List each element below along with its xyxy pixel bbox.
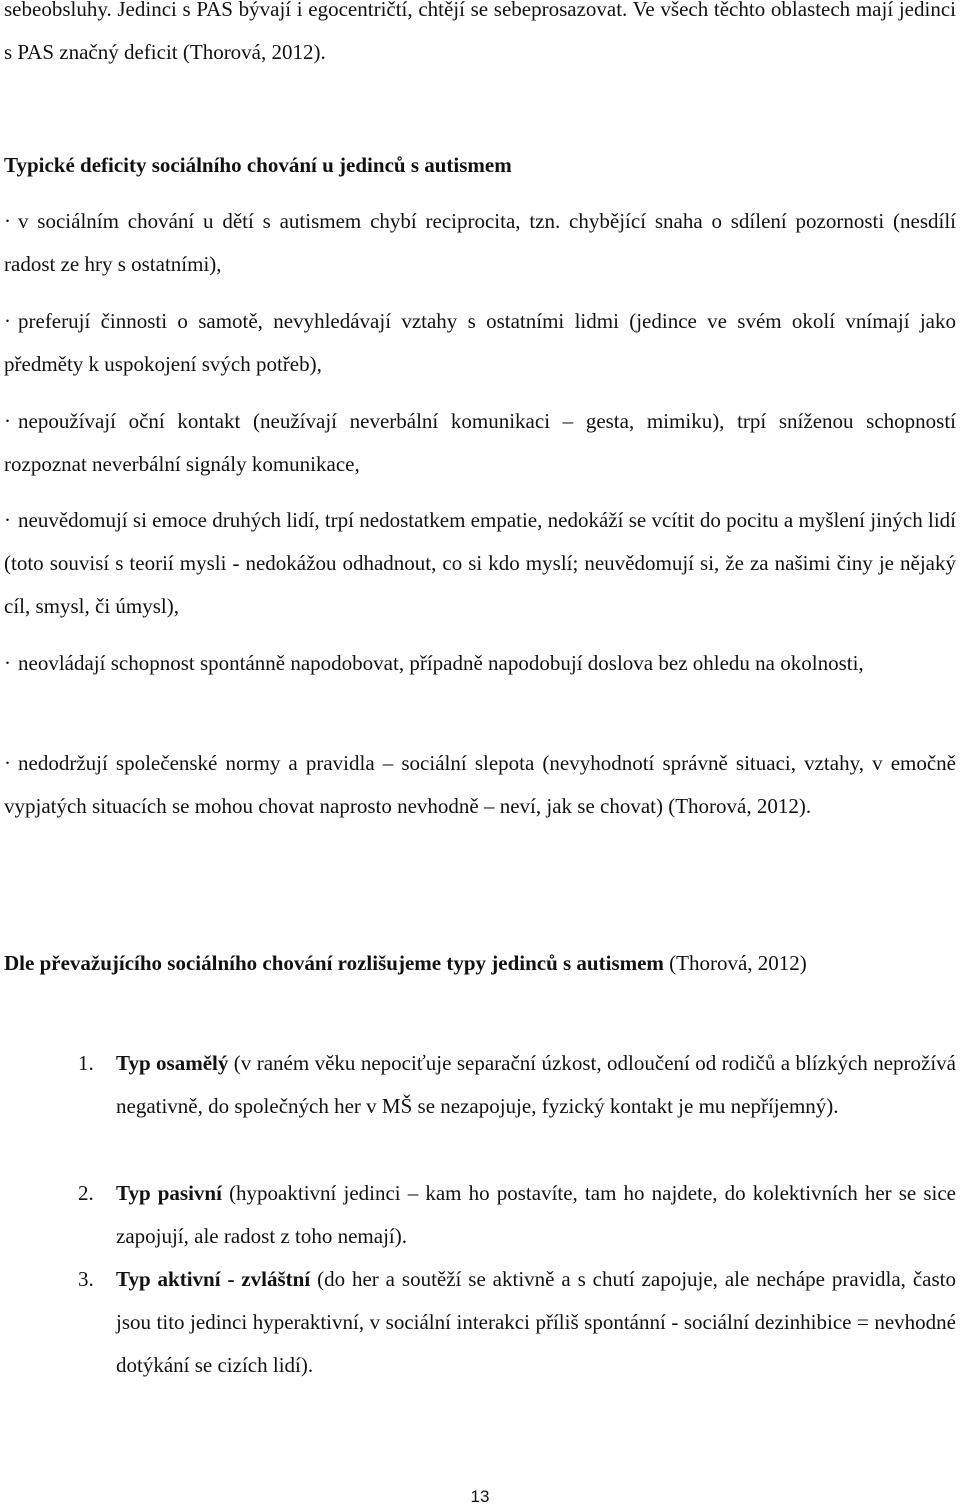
list-number: 3. [78,1267,94,1291]
section-heading-deficits: Typické deficity sociálního chování u jedinců s autismem [4,153,512,177]
section-heading-types-citation: (Thorová, 2012) [663,951,807,975]
type-list-item [78,1258,956,1387]
bullet-marker: · [4,508,11,532]
type-list-item [78,1172,957,1258]
bullet-text: nepoužívají oční kontakt (neužívají neverbální komunikaci – gesta, mimiku), trpí sníženou schopností rozpoznat neverbální signály komunikace, [4,409,956,476]
intro-paragraph: sebeobsluhy. Jedinci s PAS bývají i egocentričtí, chtějí se sebeprosazovat. Ve všech těchto oblastech mají jedinci s PAS značný deficit (Thorová, 2012). [4,0,956,64]
bullet-text: neovládají schopnost spontánně napodobovat, případně napodobují doslova bez ohledu na okolnosti, [18,651,864,675]
bullet-marker: · [4,209,11,233]
type-description: (do her a soutěží se aktivně a s chutí zapojuje, ale nechápe pravidla, často jsou tito jedinci hyperaktivní, v sociální interakci příliš spontánní - sociální dezinhibice = nevhodné dotýkání se cizích lidí). [116,1267,956,1377]
bullet-item [4,499,956,628]
type-list-item [78,1042,956,1128]
bullet-item [4,200,956,286]
type-description: (hypoaktivní jedinci – kam ho postavíte, tam ho najdete, do kolektivních her se sice zapojují, ale radost z toho nemají). [116,1181,957,1248]
bullet-marker: · [4,751,11,775]
type-name: Typ pasivní [116,1181,222,1205]
bullet-text: v sociálním chování u dětí s autismem chybí reciprocita, tzn. chybějící snaha o sdílení pozornosti (nesdílí radost ze hry s ostatními), [4,209,956,276]
bullet-item [4,300,956,386]
bullet-item [4,400,956,486]
bullet-marker: · [4,651,11,675]
bullet-item [4,642,956,685]
bullet-marker: · [4,409,11,433]
type-name: Typ osamělý [116,1051,229,1075]
bullet-text: nedodržují společenské normy a pravidla – sociální slepota (nevyhodnotí správně situaci, vztahy, v emočně vypjatých situacích se mohou chovat naprosto nevhodně – neví, jak se chovat) (Thorová, 2012). [4,751,956,818]
section-heading-types-bold: Dle převažujícího sociálního chování rozlišujeme typy jedinců s autismem [4,951,664,975]
bullet-text: neuvědomují si emoce druhých lidí, trpí nedostatkem empatie, nedokáží se vcítit do pocitu a myšlení jiných lidí (toto souvisí s teorií mysli - nedokážou odhadnout, co si kdo myslí; neuvědomují si, že za našimi činy je nějaký cíl, smysl, či úmysl), [4,508,956,618]
bullet-marker: · [4,309,11,333]
section-heading-types [4,942,956,985]
bullet-item [4,742,956,828]
type-name: Typ aktivní - zvláštní [116,1267,311,1291]
bullet-text: preferují činnosti o samotě, nevyhledávají vztahy s ostatními lidmi (jedince ve svém okolí vnímají jako předměty k uspokojení svých potřeb), [4,309,956,376]
list-number: 2. [78,1181,94,1205]
type-description: (v raném věku nepociťuje separační úzkost, odloučení od rodičů a blízkých neprožívá negativně, do společných her v MŠ se nezapojuje, fyzický kontakt je mu nepříjemný). [116,1051,956,1118]
page-number: 13 [470,1487,490,1506]
list-number: 1. [78,1051,94,1075]
